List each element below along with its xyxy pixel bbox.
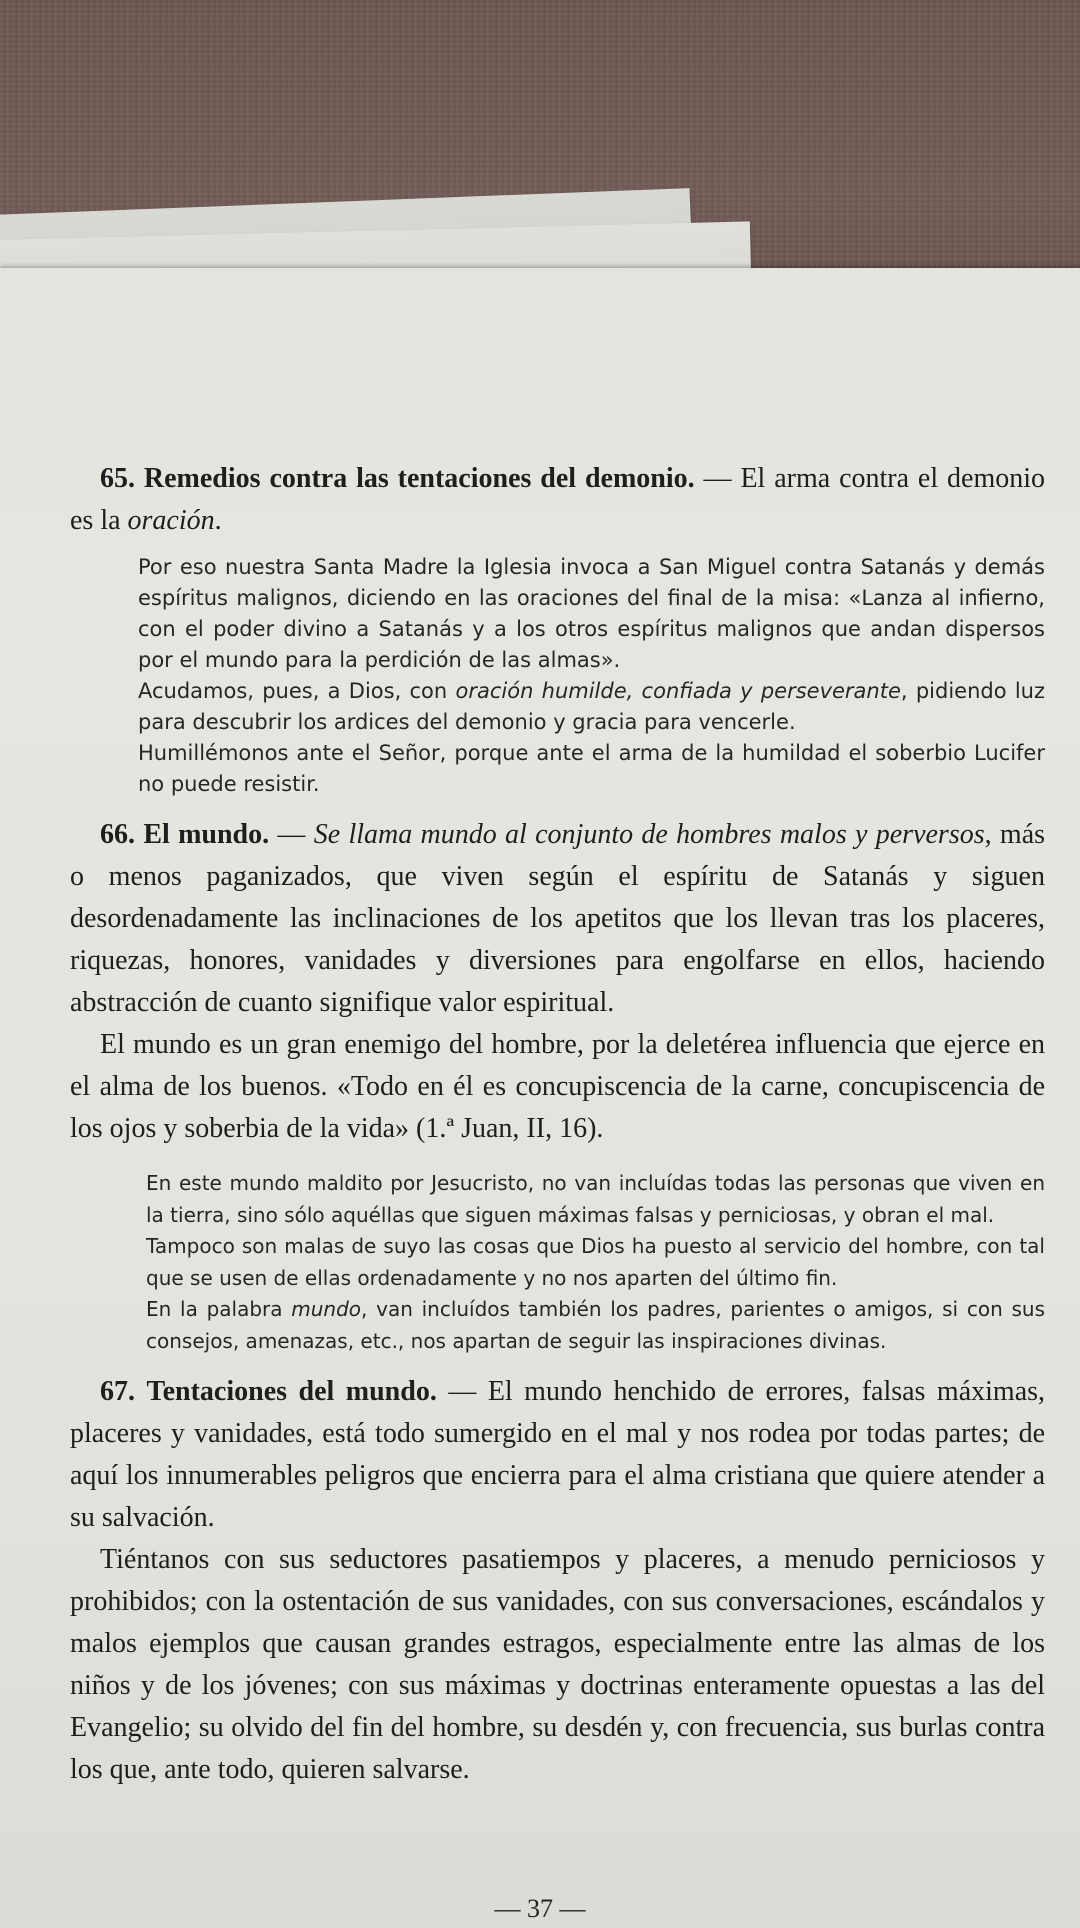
section-66-dash: — (269, 819, 314, 850)
section-66-note-3 (146, 1294, 1045, 1357)
section-66-note (146, 1168, 1045, 1357)
section-66-note-2: Tampoco son malas de suyo las cosas que Dios ha puesto al servicio del hombre, con tal que se usen de ellas ordenadamente y no nos aparten del último fin. (146, 1234, 1045, 1290)
section-65-number: 65. (100, 463, 135, 494)
section-65-text: El arma contra el demonio es la (70, 463, 1046, 536)
section-67-number: 67. (100, 1376, 135, 1407)
section-66-note-3-b: , van incluídos también los padres, parientes o amigos, si con sus consejos, amenazas, etc., nos apartan de seguir las inspiraciones divinas. (146, 1297, 1045, 1353)
section-66-text: , más o menos paganizados, que viven según el espíritu de Satanás y siguen desordenadamente las inclinaciones de los apetitos que los llevan tras los placeres, riquezas, honores, vanidades y diversiones para engolfarse en ellos, haciendo abstracción de cuanto signifique valor espiritual. (70, 819, 1046, 1018)
section-67-text: El mundo henchido de errores, falsas máximas, placeres y vanidades, está todo sumergido en el mal y nos rodea por todas partes; de aquí los innumerables peligros que encierra para el alma cristiana que quiere atender a su salvación. (70, 1376, 1046, 1533)
section-65-note-1: Por eso nuestra Santa Madre la Iglesia invoca a San Miguel contra Satanás y demás espíritus malignos, diciendo en las oraciones del final de la misa: «Lanza al infierno, con el poder divino a Satanás y a los otros espíritus malignos que andan dispersos por el mundo para la perdición de las almas». (138, 555, 1045, 672)
section-65-note-2-a: Acudamos, pues, a Dios, con (138, 679, 456, 703)
section-65-note-2-b: , pidiendo luz para descubrir los ardices del demonio y gracia para vencerle. (138, 679, 1045, 734)
section-66-note-1: En este mundo maldito por Jesucristo, no van incluídas todas las personas que viven en la tierra, sino sólo aquéllas que siguen máximas falsas y perniciosas, y obran el mal. (146, 1171, 1045, 1227)
section-65-note-2-italic: oración humilde, confiada y perseverante (455, 679, 901, 703)
section-66-note-3-italic: mundo (291, 1297, 362, 1321)
section-65-note-3: Humillémonos ante el Señor, porque ante el arma de la humildad el soberbio Lucifer no puede resistir. (138, 741, 1045, 796)
section-67-title: Tentaciones del mundo. (146, 1376, 437, 1407)
section-66-title: El mundo. (143, 819, 270, 850)
book-page (0, 268, 1080, 1928)
section-67-paragraph (70, 1371, 1045, 1539)
page-content (70, 458, 1045, 1791)
section-67-paragraph-2: Tiéntanos con sus seductores pasatiempos y placeres, a menudo perniciosos y prohibidos; con la ostentación de sus vanidades, con sus conversaciones, escándalos y malos ejemplos que causan grandes estragos, especialmente entre las almas de los niños y de los jóvenes; con sus máximas y doctrinas enteramente opuestas a las del Evangelio; su olvido del fin del hombre, su desdén y, con frecuencia, sus burlas contra los que, ante todo, quieren salvarse. (70, 1544, 1045, 1785)
section-65-end: . (214, 505, 222, 536)
section-66-paragraph (70, 814, 1045, 1024)
section-65-title: Remedios contra las tentaciones del demonio. (143, 463, 695, 494)
section-65-italic: oración (127, 505, 215, 536)
section-66-note-3-a: En la palabra (146, 1297, 292, 1321)
section-65-dash: — (694, 463, 741, 494)
section-66-italic: Se llama mundo al conjunto de hombres malos y perversos (313, 819, 985, 850)
section-65-note (138, 552, 1045, 800)
section-67-dash: — (436, 1376, 488, 1407)
section-65-note-2 (138, 676, 1045, 738)
page-number: — 37 — (494, 1894, 586, 1923)
section-66-number: 66. (100, 819, 135, 850)
section-66-paragraph-2: El mundo es un gran enemigo del hombre, por la deletérea influencia que ejerce en el alma de los buenos. «Todo en él es concupiscencia de la carne, concupiscencia de los ojos y soberbia de la vida» (1.ª Juan, II, 16). (70, 1029, 1045, 1144)
section-65-paragraph (70, 458, 1045, 542)
